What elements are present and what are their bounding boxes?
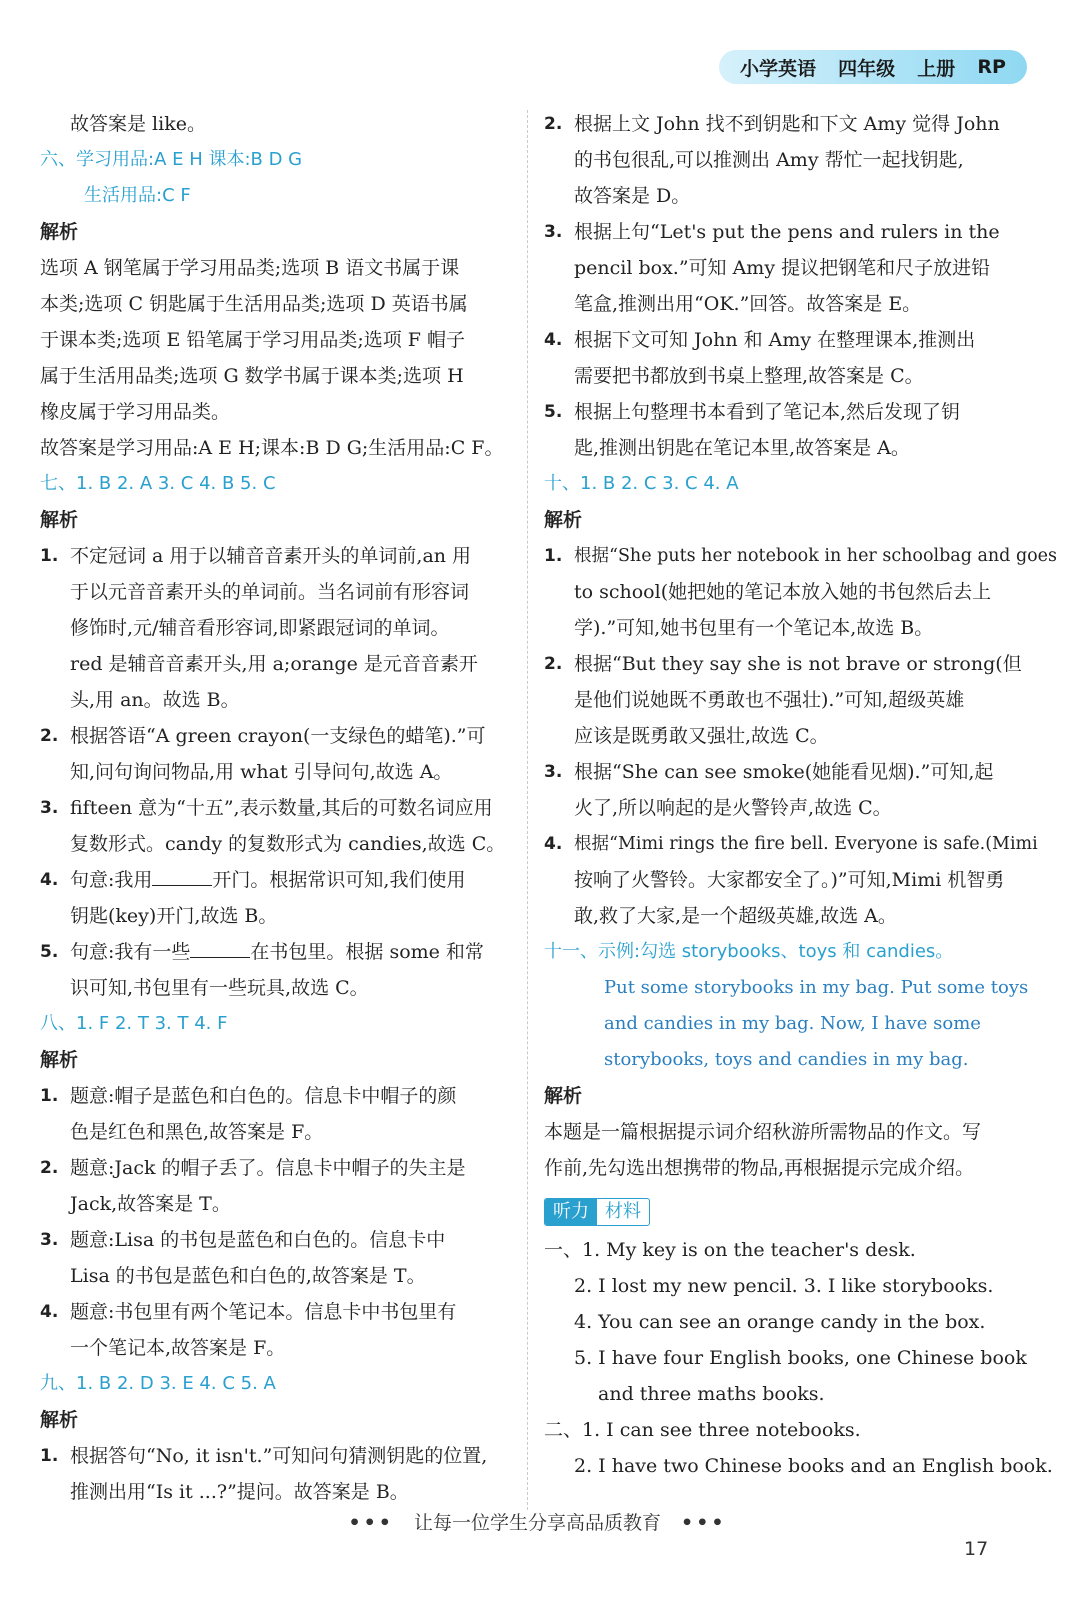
footer-slogan: 让每一位学生分享高品质教育 [413, 1512, 661, 1534]
item-number: 1. [40, 1446, 59, 1466]
analysis-heading: 解析 [544, 509, 583, 531]
explanation-item [40, 1294, 516, 1366]
item-line: 钥匙(key)开门,故选 B。 [70, 905, 278, 927]
explanation-item [40, 934, 516, 1006]
explanation-item [40, 1438, 516, 1510]
sample-line: and candies in my bag. Now, I have some [604, 1013, 981, 1034]
material-label: 材料 [605, 1201, 641, 1222]
explanation-item [544, 394, 1040, 466]
para-line: 选项 A 钢笔属于学习用品类;选项 B 语文书属于课 [40, 257, 460, 279]
item-number: 5. [40, 942, 59, 962]
item-line: 应该是既勇敢又强壮,故选 C。 [574, 725, 829, 747]
item-line: 是他们说她既不勇敢也不强壮).”可知,超级英雄 [574, 689, 965, 711]
fill-blank [190, 937, 250, 958]
explanation-item [40, 718, 516, 790]
item-text: 在书包里。根据 some 和常 [250, 941, 484, 963]
item-number: 4. [40, 1302, 59, 1322]
item-line: 复数形式。candy 的复数形式为 candies,故选 C。 [70, 833, 506, 855]
explanation-item [40, 538, 516, 718]
analysis-heading: 解析 [40, 1049, 79, 1071]
item-number: 3. [544, 762, 563, 782]
column-divider [527, 110, 528, 1510]
item-number: 4. [544, 330, 563, 350]
grade-label: 四年级 [838, 57, 896, 80]
item-line: 根据下文可知 John 和 Amy 在整理课本,推测出 [574, 329, 976, 351]
right-column [544, 106, 1058, 1484]
transcript-line: 2. I lost my new pencil. 3. I like storybooks. [574, 1275, 994, 1297]
listening-material-badge [544, 1198, 650, 1226]
transcript-line: and three maths books. [598, 1383, 825, 1405]
item-number: 1. [544, 546, 563, 566]
para-line: 故答案是学习用品:A E H;课本:B D G;生活用品:C F。 [40, 437, 504, 459]
footer [0, 1508, 1075, 1535]
analysis-heading: 解析 [40, 1409, 79, 1431]
item-line: 不定冠词 a 用于以辅音音素开头的单词前,an 用 [70, 545, 472, 567]
item-line: fifteen 意为“十五”,表示数量,其后的可数名词应用 [70, 797, 493, 819]
item-text: 开门。根据常识可知,我们使用 [212, 869, 466, 891]
item-number: 3. [40, 1230, 59, 1250]
header-badge [719, 50, 1027, 84]
item-number: 3. [40, 798, 59, 818]
explanation-item [544, 754, 1040, 826]
item-line: Jack,故答案是 T。 [70, 1193, 231, 1215]
explanation-item [544, 826, 1040, 934]
item-line: 按响了火警铃。大家都安全了。)”可知,Mimi 机智勇 [574, 869, 1005, 891]
item-line: 根据“Mimi rings the fire bell. Everyone is safe.(Mimi [574, 834, 1038, 854]
explanation-item [40, 1078, 516, 1150]
item-line: 一个笔记本,故答案是 F。 [70, 1337, 286, 1359]
item-line: 根据“She can see smoke(她能看见烟).”可知,起 [574, 761, 994, 783]
explanation-item [40, 1150, 516, 1222]
item-number: 4. [40, 870, 59, 890]
edition-label: RP [977, 56, 1006, 78]
item-line: 的书包很乱,可以推测出 Amy 帮忙一起找钥匙, [574, 149, 964, 171]
item-line: 修饰时,元/辅音看形容词,即紧跟冠词的单词。 [70, 617, 450, 639]
item-line: to school(她把她的笔记本放入她的书包然后去上 [574, 581, 992, 603]
item-number: 3. [544, 222, 563, 242]
analysis-heading: 解析 [40, 221, 79, 243]
item-line: 知,问句询问物品,用 what 引导问句,故选 A。 [70, 761, 453, 783]
section-6-answer: 六、学习用品:A E H 课本:B D G [40, 149, 303, 170]
explanation-item [544, 538, 1058, 646]
item-line: 故答案是 D。 [574, 185, 691, 207]
item-text: 句意:我用 [70, 869, 153, 891]
item-line: 识可知,书包里有一些玩具,故选 C。 [70, 977, 369, 999]
item-line: 题意:书包里有两个笔记本。信息卡中书包里有 [70, 1301, 457, 1323]
para-line: 于课本类;选项 E 铅笔属于学习用品类;选项 F 帽子 [40, 329, 466, 351]
section-6-answer-cont: 生活用品:C F [84, 185, 191, 206]
item-number: 2. [544, 114, 563, 134]
item-number: 2. [544, 654, 563, 674]
answer-line: 故答案是 like。 [70, 113, 206, 135]
para-line: 属于生活用品类;选项 G 数学书属于课本类;选项 H [40, 365, 464, 387]
footer-dots: ••• [348, 1512, 394, 1534]
listening-label: 听力 [545, 1199, 597, 1225]
analysis-heading: 解析 [544, 1085, 583, 1107]
section-9-answer: 九、1. B 2. D 3. E 4. C 5. A [40, 1373, 276, 1394]
analysis-heading: 解析 [40, 509, 79, 531]
section-11-answer: 十一、示例:勾选 storybooks、toys 和 candies。 [544, 941, 954, 962]
item-line: 根据上句整理书本看到了笔记本,然后发现了钥 [574, 401, 961, 423]
para-line: 本类;选项 C 钥匙属于生活用品类;选项 D 英语书属 [40, 293, 468, 315]
volume-label: 上册 [917, 57, 956, 80]
fill-blank [152, 865, 212, 886]
item-line: 根据上句“Let's put the pens and rulers in the [574, 221, 1000, 243]
item-line: pencil box.”可知 Amy 提议把钢笔和尺子放进铅 [574, 257, 991, 279]
explanation-item [40, 790, 516, 862]
item-line: 根据“She puts her notebook in her schoolbag and goes [574, 546, 1058, 566]
item-line: 需要把书都放到书桌上整理,故答案是 C。 [574, 365, 924, 387]
item-line: 学).”可知,她书包里有一个笔记本,故选 B。 [574, 617, 934, 639]
page-number: 17 [964, 1538, 989, 1560]
sample-essay [544, 970, 1040, 1078]
left-column [40, 106, 516, 1510]
item-line: 根据“But they say she is not brave or strong(但 [574, 653, 1022, 675]
explanation-item [544, 646, 1040, 754]
item-line: red 是辅音音素开头,用 a;orange 是元音音素开 [70, 653, 478, 675]
item-text: 句意:我有一些 [70, 941, 191, 963]
item-line: 题意:Lisa 的书包是蓝色和白色的。信息卡中 [70, 1229, 446, 1251]
transcript-line: 4. You can see an orange candy in the box. [574, 1311, 986, 1333]
section-8-answer: 八、1. F 2. T 3. T 4. F [40, 1013, 228, 1034]
item-line: 推测出用“Is it ...?”提问。故答案是 B。 [70, 1481, 409, 1503]
transcript-line: 2. I have two Chinese books and an English book. [574, 1455, 1053, 1477]
item-number: 2. [40, 1158, 59, 1178]
explanation-item [544, 214, 1040, 322]
item-line: 于以元音音素开头的单词前。当名词前有形容词 [70, 581, 470, 603]
item-line: 根据答句“No, it isn't.”可知问句猜测钥匙的位置, [70, 1445, 488, 1467]
sample-line: storybooks, toys and candies in my bag. [604, 1049, 969, 1070]
item-line: Lisa 的书包是蓝色和白色的,故答案是 T。 [70, 1265, 426, 1287]
sample-line: Put some storybooks in my bag. Put some toys [604, 977, 1029, 998]
item-line: 火了,所以响起的是火警铃声,故选 C。 [574, 797, 892, 819]
item-line: 根据答语“A green crayon(一支绿色的蜡笔).”可 [70, 725, 486, 747]
item-line: 匙,推测出钥匙在笔记本里,故答案是 A。 [574, 437, 910, 459]
explanation-item [544, 322, 1040, 394]
item-number: 5. [544, 402, 563, 422]
item-line: 敢,救了大家,是一个超级英雄,故选 A。 [574, 905, 897, 927]
item-number: 2. [40, 726, 59, 746]
item-line: 题意:帽子是蓝色和白色的。信息卡中帽子的颜 [70, 1085, 457, 1107]
item-number: 1. [40, 546, 59, 566]
item-line: 色是红色和黑色,故答案是 F。 [70, 1121, 324, 1143]
transcript-line: 二、1. I can see three notebooks. [544, 1419, 861, 1441]
item-line: 头,用 an。故选 B。 [70, 689, 240, 711]
section-7-answer: 七、1. B 2. A 3. C 4. B 5. C [40, 473, 276, 494]
para-line: 作前,先勾选出想携带的物品,再根据提示完成介绍。 [544, 1157, 975, 1179]
item-line: 根据上文 John 找不到钥匙和下文 Amy 觉得 John [574, 113, 1000, 135]
item-number: 4. [544, 834, 563, 854]
section-10-answer: 十、1. B 2. C 3. C 4. A [544, 473, 739, 494]
transcript-line: 5. I have four English books, one Chinese book [574, 1347, 1027, 1369]
footer-dots: ••• [681, 1512, 727, 1534]
explanation-item [40, 862, 516, 934]
item-line: 题意:Jack 的帽子丢了。信息卡中帽子的失主是 [70, 1157, 466, 1179]
explanation-item [544, 106, 1040, 214]
item-number: 1. [40, 1086, 59, 1106]
explanation-item [40, 1222, 516, 1294]
transcript-line: 一、1. My key is on the teacher's desk. [544, 1239, 916, 1261]
subject-label: 小学英语 [740, 57, 817, 80]
para-line: 本题是一篇根据提示词介绍秋游所需物品的作文。写 [544, 1121, 982, 1143]
para-line: 橡皮属于学习用品类。 [40, 401, 231, 423]
item-line: 笔盒,推测出用“OK.”回答。故答案是 E。 [574, 293, 922, 315]
